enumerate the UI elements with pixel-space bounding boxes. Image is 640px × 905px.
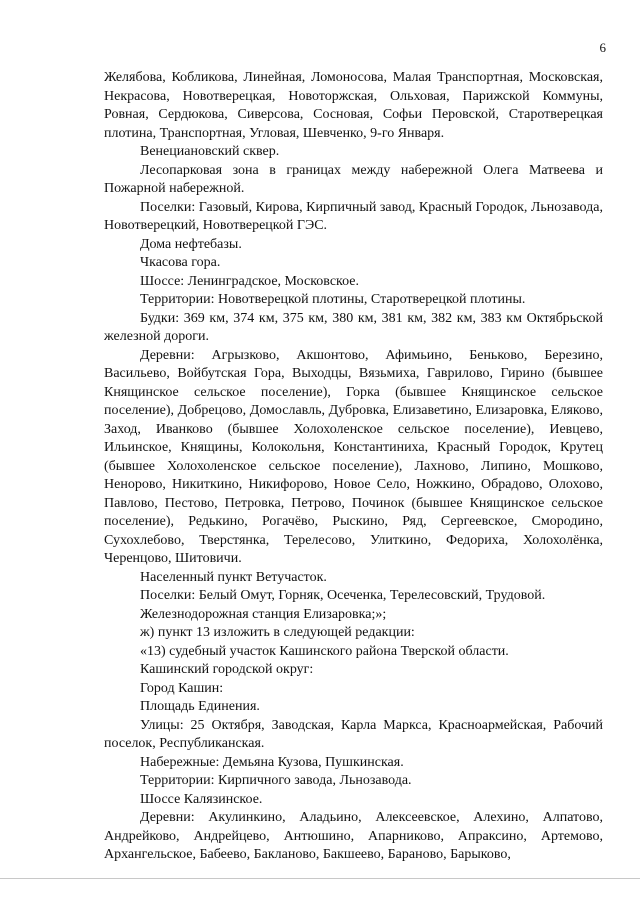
paragraph-settlements-2: Поселки: Белый Омут, Горняк, Осеченка, Терелесовский, Трудовой. — [140, 588, 546, 603]
paragraph-kashin-territories: Территории: Кирпичного завода, Льнозавода. — [140, 773, 412, 788]
paragraph-settlements: Поселки: Газовый, Кирова, Кирпичный завод, Красный Городок, Льнозавода, Новотверецкий, Новотверецкой ГЭС. — [104, 199, 603, 233]
paragraph-kalyazin-highway: Шоссе Калязинское. — [140, 791, 263, 807]
page-number: 6 — [599, 40, 606, 55]
paragraph-mountain: Чкасова гора. — [140, 255, 221, 270]
page-bottom-divider — [0, 878, 640, 879]
paragraph-territories: Территории: Новотверецкой плотины, Старотверецкой плотины. — [140, 292, 526, 307]
paragraph-square: Венециановский сквер. — [140, 144, 280, 159]
paragraph-unity-square: Площадь Единения. — [140, 699, 260, 714]
paragraph-villages: Деревни: Агрызково, Акшонтово, Афимьино, Беньково, Березино, Васильево, Войбутская Гора, Выходцы, Вязьмиха, Гаврилово, Гирино (бывшее Княщинское сельское поселение), Горка (бывшее Княщинское сельское поселение), Добрецово, Домославль, Дубровка, Елизаветино, Елизаровка, Еляково, Заход, Иванково (бывшее Холохоленское сельское поселение), Иевцево, Ильинское, Княщины, Колокольня, Константиниха, Красный Городок, Крутец (бывшее Холохоленское сельское поселение), Лахново, Липино, Мошково, Ненорово, Никиткино, Никифорово, Новое Село, Ножкино, Обрадово, Олохово, Павлово, Пестово, Петровка, Петрово, Починок (бывшее Княщинское сельское поселение), Редькино, Рогачёво, Рыскино, Ряд, Сергеевское, Смородино, Сухохлебово, Тверстянка, Терелесово, Улиткино, Федориха, Холохолёнка, Черенцово, Шитовичи. — [104, 347, 603, 566]
paragraph-court-13: «13) судебный участок Кашинского района Тверской области. — [140, 643, 509, 659]
paragraph-item-zh: ж) пункт 13 изложить в следующей редакции: — [140, 625, 415, 640]
paragraph-kashin-district: Кашинский городской округ: — [140, 662, 314, 677]
paragraph-embankments: Набережные: Демьяна Кузова, Пушкинская. — [140, 754, 404, 770]
paragraph-kashin-city: Город Кашин: — [140, 680, 224, 696]
paragraph-vetuchastok: Населенный пункт Ветучасток. — [140, 569, 327, 585]
paragraph-booths: Будки: 369 км, 374 км, 375 км, 380 км, 381 км, 382 км, 383 км Октябрьской железной дороги. — [104, 310, 603, 344]
paragraph-highways: Шоссе: Ленинградское, Московское. — [140, 273, 360, 289]
paragraph-kashin-villages: Деревни: Акулинкино, Аладьино, Алексеевское, Алехино, Алпатово, Андрейково, Андрейцево, Антюшино, Апарниково, Апраксино, Артемово, Архангельское, Бабеево, Бакланово, Бакшеево, Бараново, Барыково, — [104, 810, 603, 862]
paragraph-oil-base: Дома нефтебазы. — [140, 236, 242, 252]
paragraph-streets-cont: Желябова, Кобликова, Линейная, Ломоносова, Малая Транспортная, Московская, Некрасова, Новотверецкая, Новоторжская, Ольховая, Парижской Коммуны, Ровная, Сердюкова, Сиверсова, Сосновая, Софьи Перовской, Старотверецкая плотина, Транспортная, Угловая, Шевченко, 9-го Января. — [104, 70, 603, 141]
paragraph-rail-station: Железнодорожная станция Елизаровка;»; — [140, 606, 387, 622]
paragraph-kashin-streets: Улицы: 25 Октября, Заводская, Карла Маркса, Красноармейская, Рабочий поселок, Республиканская. — [104, 717, 603, 751]
paragraph-forest-zone: Лесопарковая зона в границах между набережной Олега Матвеева и Пожарной набережной. — [104, 162, 603, 196]
document-body — [104, 69, 603, 865]
